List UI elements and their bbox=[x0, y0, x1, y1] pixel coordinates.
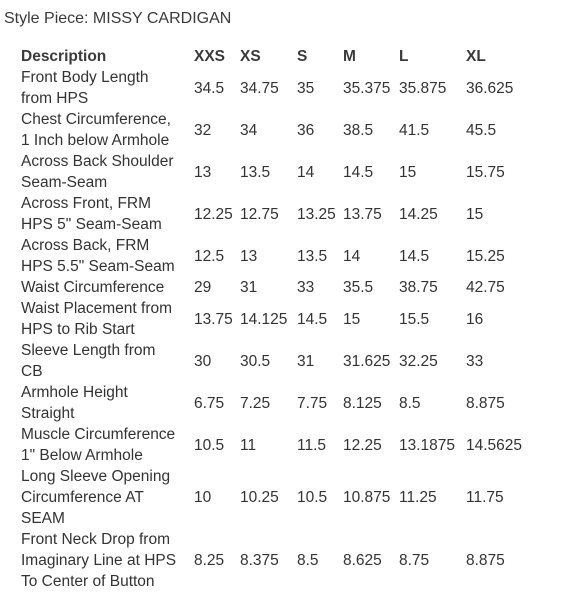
cell-xs: 10.25 bbox=[240, 489, 279, 506]
cell-xxs: 6.75 bbox=[194, 395, 225, 412]
cell-xs: 13.5 bbox=[240, 164, 271, 181]
cell-s: 36 bbox=[297, 122, 315, 139]
row-description: Armhole Height Straight bbox=[21, 384, 128, 422]
cell-xs: 34 bbox=[240, 122, 258, 139]
cell-m: 15 bbox=[343, 311, 361, 328]
cell-l: 8.75 bbox=[399, 552, 430, 569]
row-description: Across Back Shoulder Seam-Seam bbox=[21, 153, 174, 191]
cell-s: 33 bbox=[297, 279, 315, 296]
cell-xxs: 30 bbox=[194, 353, 212, 370]
cell-xl: 36.625 bbox=[466, 80, 514, 97]
cell-xl: 8.875 bbox=[466, 395, 505, 412]
cell-l: 11.25 bbox=[399, 489, 437, 506]
cell-m: 35.375 bbox=[343, 80, 391, 97]
row-description: Front Neck Drop from Imaginary Line at HPS To Center of Button bbox=[21, 531, 177, 590]
cell-xs: 8.375 bbox=[240, 552, 279, 569]
cell-xs: 7.25 bbox=[240, 395, 271, 412]
cell-m: 10.875 bbox=[343, 489, 391, 506]
column-header-xs: XS bbox=[240, 48, 261, 65]
cell-xxs: 8.25 bbox=[194, 552, 225, 569]
cell-l: 15 bbox=[399, 164, 417, 181]
row-description: Sleeve Length from CB bbox=[21, 342, 156, 380]
cell-xs: 31 bbox=[240, 279, 258, 296]
row-description: Across Back, FRM HPS 5.5" Seam-Seam bbox=[21, 237, 175, 275]
cell-xxs: 12.5 bbox=[194, 248, 225, 265]
cell-s: 31 bbox=[297, 353, 315, 370]
cell-l: 38.75 bbox=[399, 279, 438, 296]
cell-l: 41.5 bbox=[399, 122, 430, 139]
cell-xs: 13 bbox=[240, 248, 258, 265]
cell-xl: 16 bbox=[466, 311, 484, 328]
cell-xl: 42.75 bbox=[466, 279, 505, 296]
row-description: Long Sleeve Opening Circumference AT SEAM bbox=[21, 468, 171, 527]
cell-l: 13.1875 bbox=[399, 437, 456, 454]
cell-xxs: 34.5 bbox=[194, 80, 225, 97]
cell-s: 11.5 bbox=[297, 437, 327, 454]
cell-xxs: 12.25 bbox=[194, 206, 233, 223]
cell-l: 14.25 bbox=[399, 206, 438, 223]
cell-m: 13.75 bbox=[343, 206, 382, 223]
row-description: Muscle Circumference 1" Below Armhole bbox=[21, 426, 176, 464]
cell-xl: 15 bbox=[466, 206, 484, 223]
cell-s: 14.5 bbox=[297, 311, 328, 328]
row-description: Waist Circumference bbox=[21, 279, 165, 296]
cell-xxs: 29 bbox=[194, 279, 212, 296]
cell-xxs: 13.75 bbox=[194, 311, 233, 328]
cell-m: 14 bbox=[343, 248, 361, 265]
cell-m: 31.625 bbox=[343, 353, 391, 370]
cell-xxs: 10.5 bbox=[194, 437, 225, 454]
cell-xl: 11.75 bbox=[466, 489, 504, 506]
row-description: Chest Circumference, 1 Inch below Armhole bbox=[21, 111, 171, 149]
cell-m: 38.5 bbox=[343, 122, 374, 139]
cell-l: 32.25 bbox=[399, 353, 438, 370]
cell-xxs: 32 bbox=[194, 122, 212, 139]
cell-s: 7.75 bbox=[297, 395, 328, 412]
cell-xl: 45.5 bbox=[466, 122, 497, 139]
cell-m: 35.5 bbox=[343, 279, 374, 296]
row-description: Front Body Length from HPS bbox=[21, 69, 149, 107]
column-header-xxs: XXS bbox=[194, 48, 226, 65]
cell-xs: 30.5 bbox=[240, 353, 271, 370]
column-header-s: S bbox=[297, 48, 308, 65]
cell-m: 8.125 bbox=[343, 395, 382, 412]
cell-xxs: 13 bbox=[194, 164, 212, 181]
cell-l: 14.5 bbox=[399, 248, 430, 265]
cell-s: 8.5 bbox=[297, 552, 319, 569]
cell-s: 13.5 bbox=[297, 248, 328, 265]
column-header-description: Description bbox=[21, 48, 107, 65]
cell-xl: 15.75 bbox=[466, 164, 505, 181]
column-header-l: L bbox=[399, 48, 409, 65]
cell-s: 10.5 bbox=[297, 489, 328, 506]
cell-xs: 12.75 bbox=[240, 206, 279, 223]
cell-s: 13.25 bbox=[297, 206, 336, 223]
cell-l: 15.5 bbox=[399, 311, 430, 328]
column-header-xl: XL bbox=[466, 48, 486, 65]
cell-m: 14.5 bbox=[343, 164, 374, 181]
row-description: Across Front, FRM HPS 5" Seam-Seam bbox=[21, 195, 162, 233]
cell-m: 8.625 bbox=[343, 552, 382, 569]
page-title: Style Piece: MISSY CARDIGAN bbox=[4, 10, 232, 27]
row-description: Waist Placement from HPS to Rib Start bbox=[21, 300, 173, 338]
cell-s: 35 bbox=[297, 80, 315, 97]
cell-l: 35.875 bbox=[399, 80, 447, 97]
cell-xs: 14.125 bbox=[240, 311, 288, 328]
cell-xl: 33 bbox=[466, 353, 484, 370]
cell-m: 12.25 bbox=[343, 437, 382, 454]
cell-xs: 11 bbox=[240, 437, 257, 454]
cell-xl: 8.875 bbox=[466, 552, 505, 569]
column-header-m: M bbox=[343, 48, 356, 65]
cell-xl: 14.5625 bbox=[466, 437, 523, 454]
cell-xl: 15.25 bbox=[466, 248, 505, 265]
cell-xxs: 10 bbox=[194, 489, 212, 506]
cell-xs: 34.75 bbox=[240, 80, 279, 97]
cell-s: 14 bbox=[297, 164, 315, 181]
cell-l: 8.5 bbox=[399, 395, 421, 412]
